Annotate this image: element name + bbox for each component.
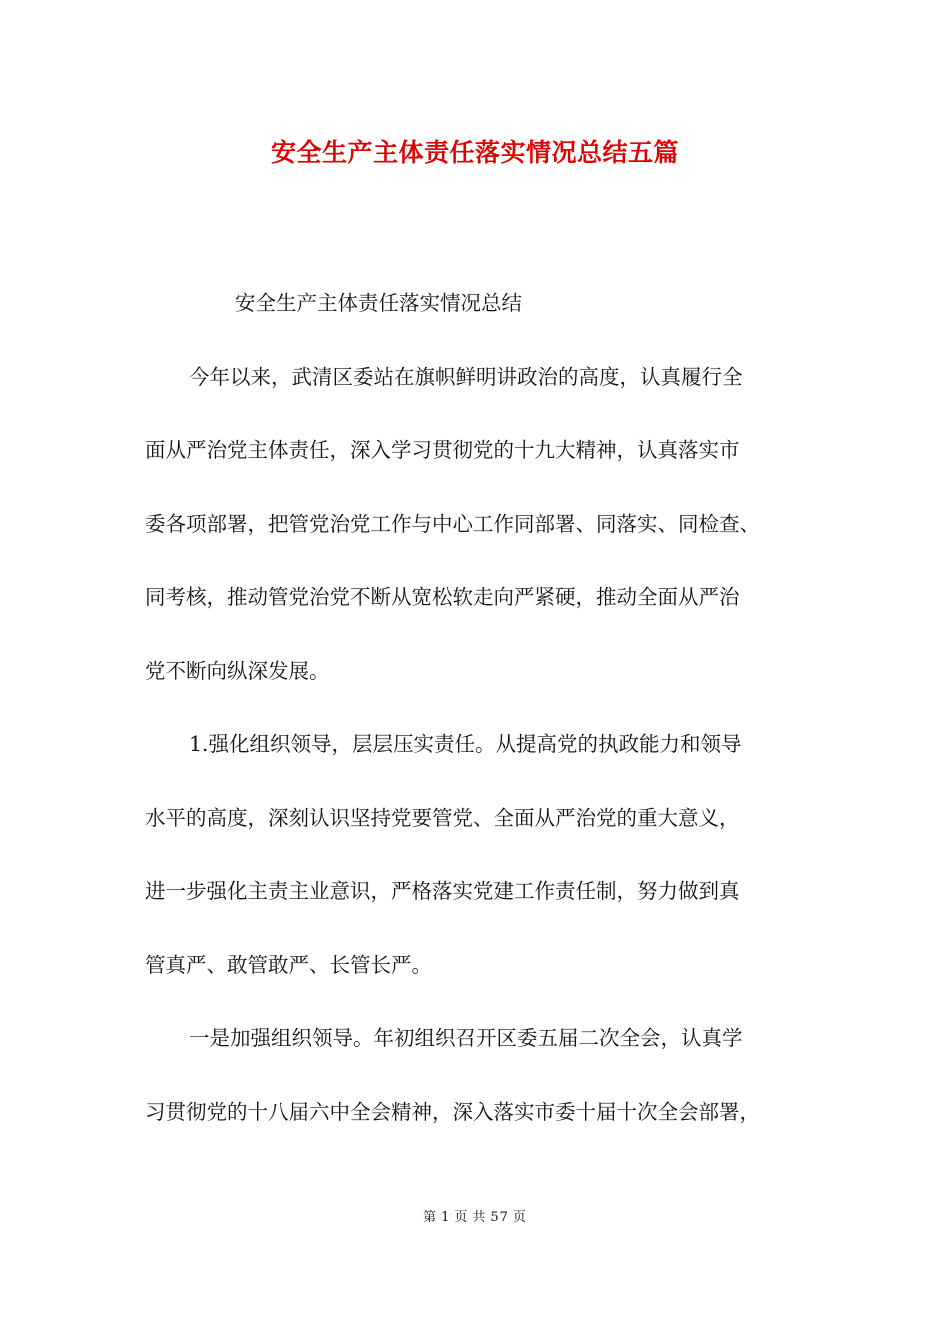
document-title: 安全生产主体责任落实情况总结五篇 [270,138,679,167]
document-subtitle: 安全生产主体责任落实情况总结 [235,291,522,315]
paragraph-line: 1.强化组织领导，层层压实责任。从提高党的执政能力和领导 [189,732,742,756]
paragraph-2 [145,708,825,1002]
paragraph-3 [145,1002,825,1149]
paragraph-line: 水平的高度，深刻认识坚持党要管党、全面从严治党的重大意义， [145,805,740,830]
paragraph-line: 习贯彻党的十八届六中全会精神，深入落实市委十届十次全会部署， [145,1099,760,1124]
paragraph-line: 委各项部署，把管党治党工作与中心工作同部署、同落实、同检查、 [145,511,760,536]
paragraph-line: 党不断向纵深发展。 [145,658,330,683]
paragraph-line: 一是加强组织领导。年初组织召开区委五届二次全会，认真学 [189,1026,743,1050]
current-page-number: 1 [441,1210,451,1225]
paragraph-line: 管真严、敢管敢严、长管长严。 [145,952,432,977]
page-footer [0,1208,950,1228]
footer-page-word: 页 [454,1210,469,1225]
total-pages-number: 57 [490,1210,509,1225]
paragraph-line: 今年以来，武清区委站在旗帜鲜明讲政治的高度，认真履行全 [189,364,743,389]
paragraph-line: 进一步强化主责主业意识，严格落实党建工作责任制，努力做到真 [145,879,740,903]
paragraph-line: 同考核，推动管党治党不断从宽松软走向严紧硬，推动全面从严治 [145,585,740,609]
footer-total-word: 共 [472,1210,487,1225]
subtitle-paragraph [145,267,825,341]
document-body [145,267,825,1149]
footer-suffix: 页 [512,1210,527,1225]
footer-prefix: 第 [423,1210,438,1225]
paragraph-1 [145,341,825,709]
paragraph-line: 面从严治党主体责任，深入学习贯彻党的十九大精神，认真落实市 [145,438,740,462]
